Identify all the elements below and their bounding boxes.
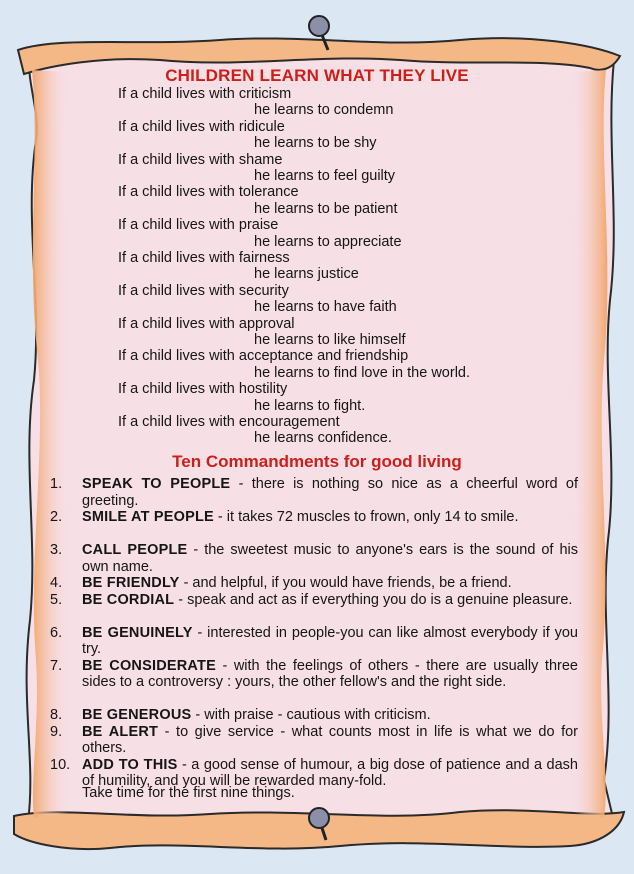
commandment-text: - with the feelings of others - there are usually three sides to a controversy : yours, the other fellow's and the right side. bbox=[82, 657, 578, 690]
commandment-text: - interested in people-you can like almost everybody if you try. bbox=[82, 624, 578, 657]
poem-result: he learns to feel guilty bbox=[254, 168, 396, 184]
commandment-body bbox=[82, 542, 578, 575]
commandment-body bbox=[82, 592, 578, 609]
poem-condition: If a child lives with shame bbox=[118, 151, 283, 168]
poem-result: he learns confidence. bbox=[254, 430, 392, 447]
commandment-heading: CALL PEOPLE bbox=[82, 542, 188, 558]
poem-condition: If a child lives with ridicule bbox=[118, 118, 285, 135]
poem-condition: If a child lives with criticism bbox=[118, 86, 292, 102]
commandment-number: 5. bbox=[50, 591, 63, 608]
poem-result: he learns to appreciate bbox=[254, 233, 402, 250]
commandment-number: 2. bbox=[50, 509, 63, 525]
poem-result: he learns to have faith bbox=[254, 299, 397, 316]
commandment-number: 9. bbox=[50, 723, 63, 740]
commandment-body bbox=[82, 707, 578, 724]
poem-result: he learns to like himself bbox=[254, 332, 406, 348]
commandment-number: 10. bbox=[50, 756, 71, 773]
poem-result: he learns to be patient bbox=[254, 200, 398, 217]
commandment-text: - speak and act as if everything you do is a genuine pleasure. bbox=[174, 591, 573, 608]
commandment-heading: SPEAK TO PEOPLE bbox=[82, 476, 231, 492]
commandment-heading: BE ALERT bbox=[82, 723, 159, 740]
commandment-text: - with praise - cautious with criticism. bbox=[191, 707, 431, 723]
commandment-heading: BE GENEROUS bbox=[82, 707, 192, 723]
poem-condition: If a child lives with approval bbox=[118, 315, 295, 332]
commandment-number: 4. bbox=[50, 575, 63, 591]
commandment-body bbox=[82, 724, 578, 757]
commandment-heading: BE GENUINELY bbox=[82, 624, 193, 641]
commandment-heading: BE CONSIDERATE bbox=[82, 657, 216, 674]
commandment-heading: SMILE AT PEOPLE bbox=[82, 509, 214, 525]
commandment-text: - the sweetest music to anyone's ears is the sound of his own name. bbox=[82, 542, 578, 575]
commandment-number: 3. bbox=[50, 542, 63, 558]
commandment-number: 1. bbox=[50, 476, 63, 492]
poem-result: he learns justice bbox=[254, 266, 359, 283]
poem-result: he learns to be shy bbox=[254, 135, 377, 152]
commandment-heading: BE FRIENDLY bbox=[82, 575, 180, 591]
commandment-text: - a good sense of humour, a big dose of patience and a dash of humility, and you will be rewarded many-fold. bbox=[82, 756, 578, 789]
commandments-title: Ten Commandments for good living bbox=[172, 452, 462, 471]
closing-line: Take time for the first nine things. bbox=[82, 785, 295, 801]
poem-title: CHILDREN LEARN WHAT THEY LIVE bbox=[165, 66, 469, 85]
commandment-number: 6. bbox=[50, 624, 63, 641]
commandment-text: - and helpful, if you would have friends, be a friend. bbox=[179, 575, 512, 591]
poem-result: he learns to condemn bbox=[254, 102, 394, 119]
poem-condition: If a child lives with praise bbox=[118, 217, 279, 234]
poem-condition: If a child lives with hostility bbox=[118, 381, 288, 398]
commandment-number: 7. bbox=[50, 657, 63, 674]
poem-condition: If a child lives with security bbox=[118, 282, 289, 299]
commandment-body bbox=[82, 625, 578, 658]
commandment-number: 8. bbox=[50, 707, 63, 723]
commandment-text: - there is nothing so nice as a cheerful word of greeting. bbox=[82, 476, 578, 509]
poem-result: he learns to find love in the world. bbox=[254, 364, 471, 381]
poem-condition: If a child lives with acceptance and friendship bbox=[118, 348, 409, 365]
commandment-heading: ADD TO THIS bbox=[82, 756, 178, 773]
poem-condition: If a child lives with tolerance bbox=[118, 184, 299, 201]
poem-result: he learns to fight. bbox=[254, 397, 366, 414]
poem-condition: If a child lives with fairness bbox=[118, 250, 290, 266]
commandment-body bbox=[82, 509, 578, 526]
commandment-body bbox=[82, 575, 578, 592]
commandment-body bbox=[82, 476, 578, 509]
commandment-heading: BE CORDIAL bbox=[82, 591, 175, 608]
poem-condition: If a child lives with encouragement bbox=[118, 414, 340, 430]
commandment-body bbox=[82, 658, 578, 691]
commandment-text: - it takes 72 muscles to frown, only 14 to smile. bbox=[213, 509, 519, 525]
commandment-text: - to give service - what counts most in life is what we do for others. bbox=[82, 723, 579, 756]
